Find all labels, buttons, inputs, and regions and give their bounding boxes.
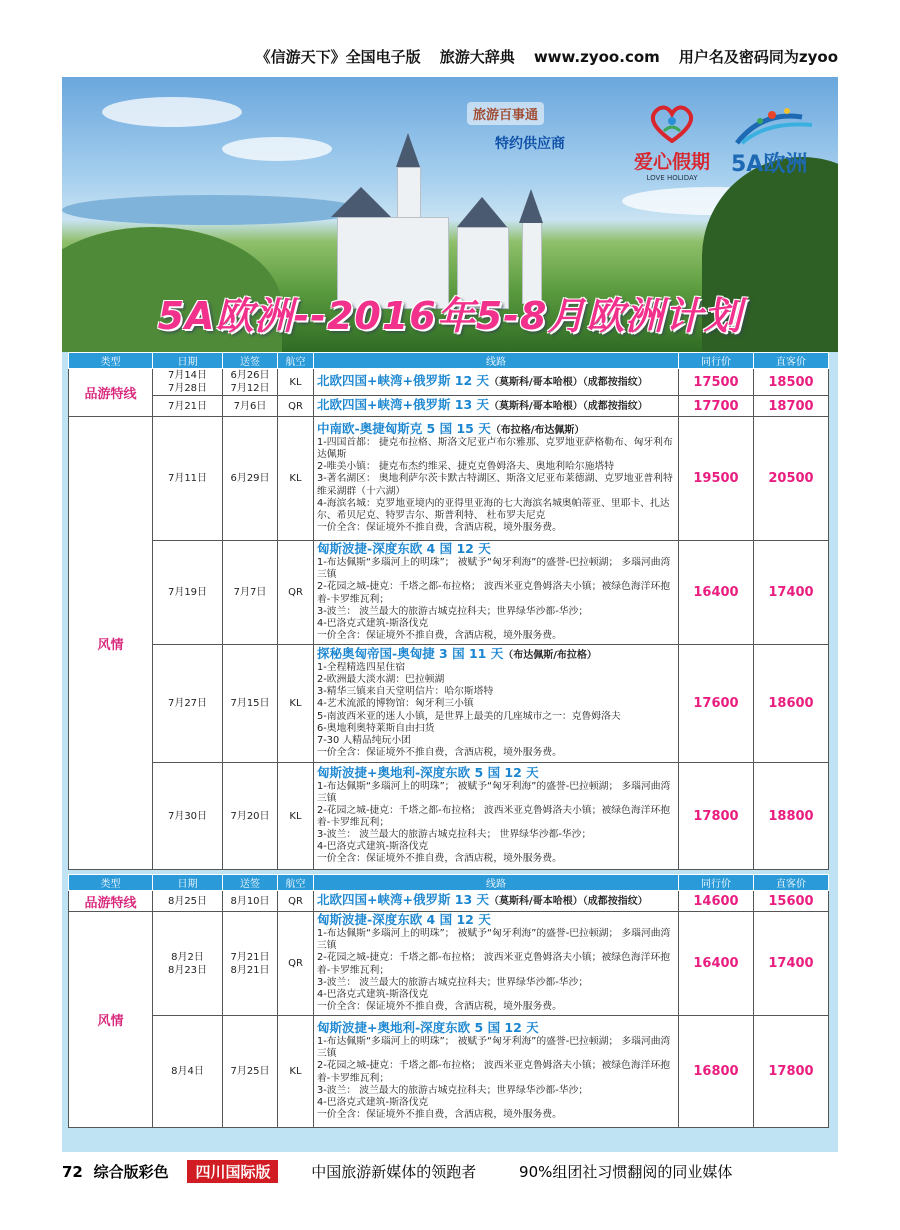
table-row — [69, 645, 829, 763]
route-cell — [314, 645, 679, 763]
airline-cell: KL — [278, 417, 314, 541]
route-detail-line: 4-海滨名城：克罗地亚境内的亚得里亚海的七大海滨名城奥帕蒂亚、里耶卡、扎达尔、希贝尼克、特罗吉尔、斯普利特、 杜布罗夫尼克 — [317, 497, 670, 521]
hero-banner — [62, 77, 838, 352]
route-cell — [314, 396, 679, 417]
column-header: 航空 — [278, 353, 314, 369]
trade-price-cell: 17800 — [679, 763, 754, 870]
visa-cell-value: 7月20日 — [230, 810, 270, 822]
airline-cell: KL — [278, 1016, 314, 1128]
visa-cell-value: 7月25日 — [230, 1066, 270, 1077]
route-detail-line: 1-布达佩斯“多瑙河上的明珠”； 被赋予“匈牙利海”的盛誉-巴拉顿湖； 多瑙河曲湾三镇 — [317, 1036, 671, 1060]
date-cell — [153, 645, 223, 763]
route-detail-line: 2-花园之城-捷克：千塔之都-布拉格； 波西米亚克鲁姆洛夫小镇；被绿色海洋环抱着-卡罗维瓦利； — [317, 952, 671, 976]
date-cell-value: 7月28日 — [167, 383, 208, 394]
route-detail-line: 2-花园之城-捷克：千塔之都-布拉格； 波西米亚克鲁姆洛夫小镇；被绿色海洋环抱着-卡罗维瓦利； — [317, 1060, 671, 1084]
route-title[interactable]: 北欧四国+峡湾+俄罗斯 13 天 — [317, 396, 490, 412]
route-detail-line: 2-花园之城-捷克：千塔之都-布拉格； 波西米亚克鲁姆洛夫小镇；被绿色海洋环抱着-卡罗维瓦利； — [317, 581, 671, 605]
visa-cell-value: 7月15日 — [230, 698, 270, 709]
visa-cell-value: 7月7日 — [233, 587, 267, 598]
route-detail-line: 3-波兰： 波兰最大的旅游古城克拉科夫；世界绿华沙都-华沙； — [317, 976, 589, 988]
route-detail-line: 一价全含：保证境外不推自费，含酒店税，境外服务费。 — [317, 1000, 562, 1012]
route-cell — [314, 1016, 679, 1128]
trade-price-cell: 17600 — [679, 645, 754, 763]
category-cell-pinyou: 品游特线 — [69, 369, 153, 417]
visa-cell — [223, 417, 278, 541]
route-title[interactable]: 匈斯波捷-深度东欧 4 国 12 天 — [317, 541, 491, 557]
date-cell — [153, 891, 223, 912]
column-header: 同行价 — [679, 875, 754, 891]
column-header: 送签 — [223, 353, 278, 369]
route-detail-line: 7-30 人精品纯玩小团 — [317, 734, 411, 746]
edition-badge: 四川国际版 — [187, 1160, 278, 1183]
table-row — [69, 912, 829, 1016]
route-title[interactable]: 匈斯波捷+奥地利-深度东欧 5 国 12 天 — [317, 764, 539, 780]
footer-slogan-1: 中国旅游新媒体的领跑者 — [311, 1163, 477, 1181]
top-header-bar — [0, 46, 900, 74]
table-header-row — [69, 875, 829, 891]
category-cell-pinyou: 品游特线 — [69, 891, 153, 912]
route-title[interactable]: 匈斯波捷-深度东欧 4 国 12 天 — [317, 912, 491, 928]
love-holiday-name: 爱心假期 — [633, 151, 710, 173]
date-cell — [153, 396, 223, 417]
visa-cell — [223, 763, 278, 870]
trade-price-cell: 16400 — [679, 912, 754, 1016]
route-note: （布达佩斯/布拉格） — [503, 650, 597, 662]
route-detail-line: 2-唯美小镇： 捷克布杰约维采、捷克克鲁姆洛夫、奥地利哈尔施塔特 — [317, 461, 614, 473]
column-header: 直客价 — [754, 875, 829, 891]
itinerary-table-july — [68, 352, 829, 870]
route-detail-line: 一价全含：保证境外不推自费，含酒店税，境外服务费。 — [317, 853, 562, 865]
route-cell — [314, 417, 679, 541]
five-a-europe-name: 5A欧洲 — [731, 152, 808, 177]
category-cell-fengqing: 风情 — [69, 417, 153, 870]
route-cell — [314, 763, 679, 870]
date-cell-value: 7月30日 — [167, 810, 208, 822]
route-detail-line: 3-精华三镇来自天堂明信片：哈尔斯塔特 — [317, 686, 494, 698]
section-label: 综合版彩色 — [93, 1163, 169, 1181]
route-detail-line: 4-巴洛克式建筑-斯洛伐克 — [317, 988, 429, 1000]
heart-icon — [647, 105, 697, 143]
visa-cell-value: 7月12日 — [230, 383, 270, 394]
five-a-europe-logo — [727, 107, 827, 177]
route-detail-line: 3-波兰： 波兰最大的旅游古城克拉科夫；世界绿华沙都-华沙； — [317, 605, 589, 617]
airline-cell: QR — [278, 396, 314, 417]
trade-price-cell: 17500 — [679, 369, 754, 396]
route-detail-line: 一价全含：保证境外不推自费，含酒店税，境外服务费。 — [317, 629, 562, 641]
column-header: 类型 — [69, 353, 153, 369]
visa-cell-value: 7月21日 — [230, 951, 270, 963]
publication-name: 《信游天下》全国电子版 — [255, 48, 421, 66]
trade-price-cell: 14600 — [679, 891, 754, 912]
trade-price-cell: 17700 — [679, 396, 754, 417]
column-header: 日期 — [153, 875, 223, 891]
route-detail-line: 6-奥地利奥特莱斯自由扫货 — [317, 722, 435, 734]
ad-frame — [62, 77, 838, 1152]
date-cell-value: 7月27日 — [167, 698, 208, 709]
banner-title: 5A欧洲--2016年5-8月欧洲计划 — [157, 294, 743, 338]
airline-cell: KL — [278, 763, 314, 870]
footer-slogan-2: 90%组团社习惯翻阅的同业媒体 — [519, 1163, 733, 1181]
retail-price-cell: 18600 — [754, 645, 829, 763]
route-title[interactable]: 匈斯波捷+奥地利-深度东欧 5 国 12 天 — [317, 1020, 539, 1036]
love-holiday-logo — [627, 105, 717, 182]
sponsor-block — [467, 102, 597, 154]
visa-cell — [223, 891, 278, 912]
route-title[interactable]: 探秘奥匈帝国-奥匈捷 3 国 11 天 — [317, 646, 504, 662]
visa-cell — [223, 369, 278, 396]
retail-price-cell: 18700 — [754, 396, 829, 417]
table-row — [69, 541, 829, 645]
route-detail-line: 1-布达佩斯“多瑙河上的明珠”； 被赋予“匈牙利海”的盛誉-巴拉顿湖； 多瑙河曲湾三镇 — [317, 928, 671, 952]
retail-price-cell: 17400 — [754, 912, 829, 1016]
itinerary-table-august — [68, 874, 829, 1128]
route-cell — [314, 912, 679, 1016]
route-cell — [314, 541, 679, 645]
date-cell-value: 7月14日 — [167, 370, 208, 381]
trade-price-cell: 19500 — [679, 417, 754, 541]
category-cell-fengqing: 风情 — [69, 912, 153, 1128]
retail-price-cell: 18500 — [754, 369, 829, 396]
route-note: （莫斯科/哥本哈根）（成都按指纹） — [489, 400, 648, 412]
retail-price-cell: 15600 — [754, 891, 829, 912]
table-row — [69, 763, 829, 870]
sponsor-brand: 旅游百事通 — [467, 102, 544, 125]
trade-price-cell: 16800 — [679, 1016, 754, 1128]
route-detail-line: 4-巴洛克式建筑-斯洛伐克 — [317, 1096, 429, 1108]
column-header: 送签 — [223, 875, 278, 891]
table-row — [69, 891, 829, 912]
date-cell — [153, 541, 223, 645]
date-cell-value: 8月23日 — [167, 964, 208, 976]
route-cell — [314, 891, 679, 912]
date-cell — [153, 763, 223, 870]
date-cell-value: 8月25日 — [167, 895, 208, 907]
column-header: 线路 — [314, 353, 679, 369]
route-note: （莫斯科/哥本哈根）（成都按指纹） — [489, 895, 648, 907]
airline-cell: QR — [278, 891, 314, 912]
column-header: 同行价 — [679, 353, 754, 369]
date-cell — [153, 1016, 223, 1128]
table-row — [69, 417, 829, 541]
trade-price-cell: 16400 — [679, 541, 754, 645]
route-detail-line: 3-波兰： 波兰最大的旅游古城克拉科夫；世界绿华沙都-华沙； — [317, 1084, 589, 1096]
swoosh-icon — [732, 107, 822, 147]
column-header: 航空 — [278, 875, 314, 891]
date-cell-value: 7月19日 — [167, 587, 208, 598]
visa-cell-value: 6月26日 — [230, 370, 270, 381]
visa-cell-value: 8月21日 — [230, 964, 270, 976]
airline-cell: KL — [278, 645, 314, 763]
route-detail-line: 2-花园之城-捷克：千塔之都-布拉格； 波西米亚克鲁姆洛夫小镇；被绿色海洋环抱着-卡罗维瓦利； — [317, 804, 671, 828]
date-cell-value: 8月4日 — [171, 1066, 204, 1077]
airline-cell: QR — [278, 541, 314, 645]
cloud — [222, 137, 332, 161]
login-note: 用户名及密码同为zyoo — [678, 48, 838, 66]
route-title[interactable]: 北欧四国+峡湾+俄罗斯 13 天 — [317, 891, 490, 907]
airline-cell: QR — [278, 912, 314, 1016]
retail-price-cell: 18800 — [754, 763, 829, 870]
visa-cell — [223, 645, 278, 763]
route-detail-line: 1-布达佩斯“多瑙河上的明珠”； 被赋予“匈牙利海”的盛誉-巴拉顿湖； 多瑙河曲湾三镇 — [317, 780, 671, 804]
route-detail-line: 一价全含：保证境外不推自费，含酒店税，境外服务费。 — [317, 746, 562, 758]
route-title[interactable]: 北欧四国+峡湾+俄罗斯 12 天 — [317, 372, 490, 388]
route-detail-line: 4-巴洛克式建筑-斯洛伐克 — [317, 617, 429, 629]
route-cell — [314, 369, 679, 396]
route-detail-line: 4-艺术流派的博物馆：匈牙利三小镇 — [317, 698, 474, 710]
website-link[interactable]: www.zyoo.com — [533, 48, 660, 66]
column-header: 直客价 — [754, 353, 829, 369]
visa-cell-value: 6月29日 — [230, 473, 270, 484]
visa-cell — [223, 912, 278, 1016]
table-row — [69, 1016, 829, 1128]
route-note: （莫斯科/哥本哈根）（成都按指纹） — [489, 376, 648, 388]
dictionary-label: 旅游大辞典 — [439, 48, 515, 66]
sponsor-label: 特约供应商 — [495, 136, 565, 152]
route-detail-line: 5-南波西米亚的迷人小镇，是世界上最美的几座城市之一：克鲁姆洛夫 — [317, 710, 621, 722]
retail-price-cell: 17800 — [754, 1016, 829, 1128]
visa-cell-value: 7月6日 — [233, 400, 267, 412]
table-header-row — [69, 353, 829, 369]
visa-cell-value: 8月10日 — [230, 895, 270, 907]
route-title[interactable]: 中南欧-奥捷匈斯克 5 国 15 天 — [317, 421, 491, 437]
table-row — [69, 396, 829, 417]
date-cell — [153, 912, 223, 1016]
route-detail-line: 一价全含：保证境外不推自费，含酒店税，境外服务费。 — [317, 1108, 562, 1120]
route-detail-line: 1-四国首都： 捷克布拉格、斯洛文尼亚卢布尔雅那、克罗地亚萨格勒布、匈牙利布达佩斯 — [317, 437, 673, 461]
route-detail-line: 3-波兰： 波兰最大的旅游古城克拉科夫； 世界绿华沙都-华沙； — [317, 829, 592, 841]
retail-price-cell: 17400 — [754, 541, 829, 645]
date-cell — [153, 417, 223, 541]
date-cell — [153, 369, 223, 396]
column-header: 线路 — [314, 875, 679, 891]
route-detail-line: 1-全程精选四星住宿 — [317, 662, 406, 674]
route-detail-line: 一价全含：保证境外不推自费，含酒店税，境外服务费。 — [317, 521, 562, 533]
date-cell-value: 8月2日 — [171, 951, 204, 963]
visa-cell — [223, 1016, 278, 1128]
table-row — [69, 369, 829, 396]
cloud — [102, 97, 242, 127]
date-cell-value: 7月21日 — [167, 400, 208, 412]
page-number: 72 — [62, 1162, 83, 1181]
page-footer — [62, 1160, 862, 1184]
column-header: 类型 — [69, 875, 153, 891]
love-holiday-en: LOVE HOLIDAY — [646, 174, 698, 182]
date-cell-value: 7月11日 — [167, 473, 208, 484]
route-detail-line: 2-欧洲最大淡水湖：巴拉顿湖 — [317, 674, 445, 686]
visa-cell — [223, 396, 278, 417]
column-header: 日期 — [153, 353, 223, 369]
route-note: （布拉格/布达佩斯） — [490, 425, 585, 437]
route-detail-line: 3-著名湖区： 奥地利萨尔茨卡默古特湖区、斯洛文尼亚布莱德湖、克罗地亚普利特维采湖群（十六湖） — [317, 473, 673, 497]
route-detail-line: 1-布达佩斯“多瑙河上的明珠”； 被赋予“匈牙利海”的盛誉-巴拉顿湖； 多瑙河曲湾三镇 — [317, 557, 671, 581]
visa-cell — [223, 541, 278, 645]
route-detail-line: 4-巴洛克式建筑-斯洛伐克 — [317, 841, 429, 853]
retail-price-cell: 20500 — [754, 417, 829, 541]
airline-cell: KL — [278, 369, 314, 396]
